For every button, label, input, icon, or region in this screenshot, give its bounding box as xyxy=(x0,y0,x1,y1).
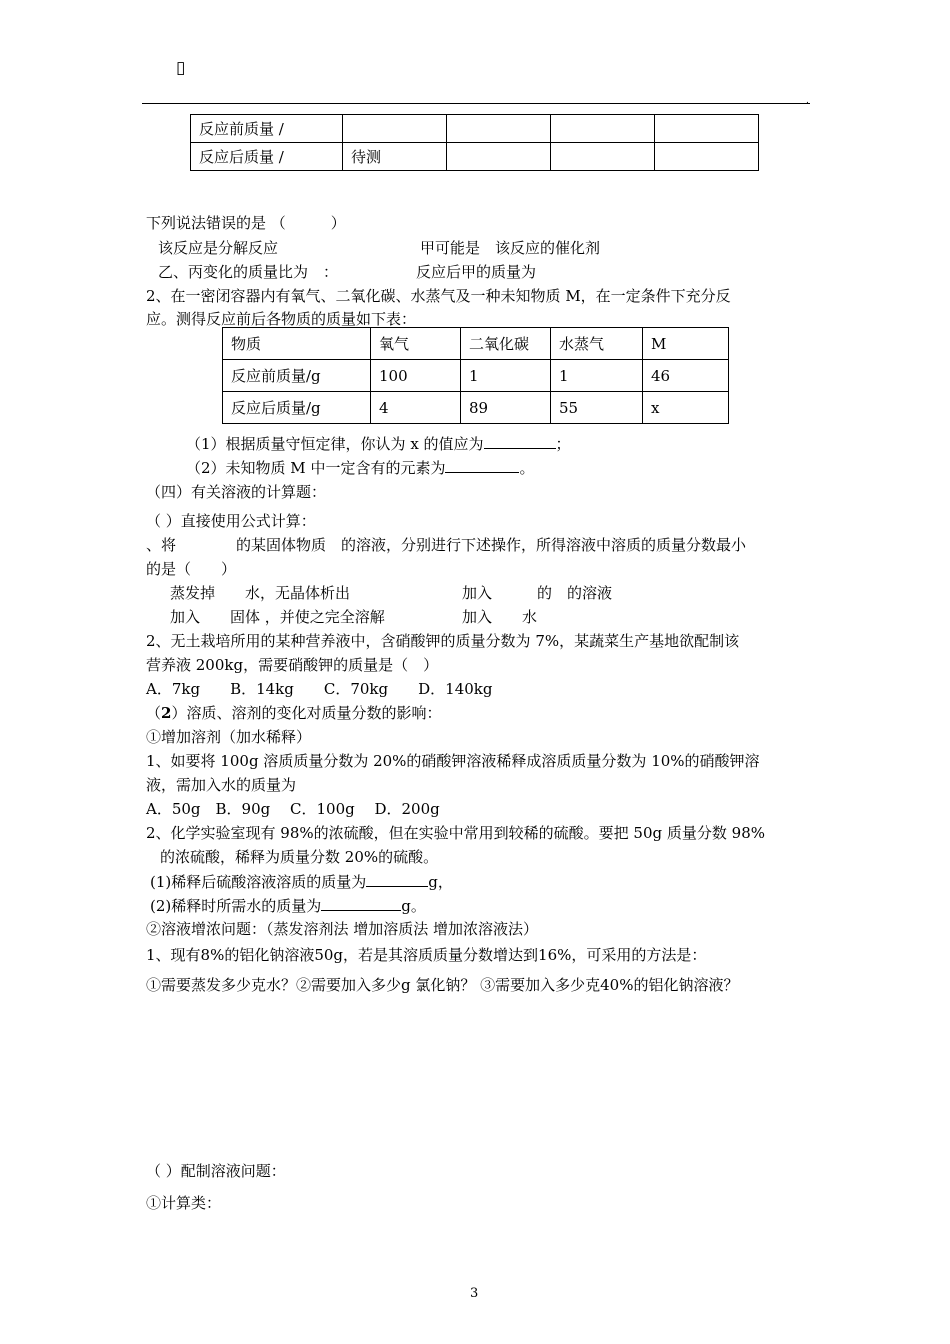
s4q1-option-d: 加入 水 xyxy=(462,608,538,626)
q2-line2: 应。测得反应前后各物质的质量如下表： xyxy=(146,310,417,328)
s4q1-option-a: 蒸发掉 水，无晶体析出 xyxy=(170,584,351,602)
s4q2-options: A．7kg B．14kg C．70kg D．140kg xyxy=(146,680,493,698)
table-cell: 1 xyxy=(461,360,551,392)
table-cell xyxy=(551,143,655,171)
table-header-cell: 物质 xyxy=(223,328,371,360)
mass-table xyxy=(222,327,729,424)
table-cell: 100 xyxy=(371,360,461,392)
conc-title: ②溶液增浓问题：（蒸发溶剂法 增加溶质法 增加浓溶液法） xyxy=(146,920,539,938)
d1-options: A．50g B．90g C．100g D．200g xyxy=(146,800,440,818)
s4q1-line1: 、将 的某固体物质 的溶液，分别进行下述操作，所得溶液中溶质的质量分数最小 xyxy=(146,536,747,554)
table-cell xyxy=(655,115,759,143)
page-number: 3 xyxy=(470,1286,479,1301)
q1-option-b: 甲可能是 该反应的催化剂 xyxy=(420,239,601,257)
section4-sub1: （ ）直接使用公式计算： xyxy=(146,512,316,530)
table-cell: 1 xyxy=(551,360,643,392)
table-cell-label: 反应后质量/g xyxy=(223,392,371,424)
table-cell: 55 xyxy=(551,392,643,424)
header-dot: . xyxy=(806,96,809,106)
table-cell xyxy=(343,115,447,143)
c1-line1: 1、现有8%的铝化钠溶液50g，若是其溶质质量分数增达到16%，可采用的方法是： xyxy=(146,946,707,964)
section4-title: （四）有关溶液的计算题： xyxy=(146,483,327,501)
table-cell: 待测 xyxy=(343,143,447,171)
header-rule xyxy=(142,103,810,104)
section4-sub3: （ ）配制溶液问题： xyxy=(146,1162,286,1180)
table-cell: 46 xyxy=(643,360,729,392)
q2-sub2 xyxy=(186,456,534,478)
q2-sub1 xyxy=(186,432,571,454)
d1-line1: 1、如要将 100g 溶质质量分数为 20%的硝酸钾溶液稀释成溶质质量分数为 10%的硝酸钾溶 xyxy=(146,752,760,770)
table-header-cell: M xyxy=(643,328,729,360)
q1-option-d: 反应后甲的质量为 xyxy=(416,263,537,281)
s4q1-option-b: 加入 的 的溶液 xyxy=(462,584,613,602)
q2-sub1-text: （1）根据质量守恒定律，你认为 x 的值应为 xyxy=(186,435,484,453)
d2-line2: 的浓硫酸，稀释为质量分数 20%的硫酸。 xyxy=(160,848,439,866)
q2-sub1-blank xyxy=(484,432,556,449)
d2-line1: 2、化学实验室现有 98%的浓硫酸，但在实验中常用到较稀的硫酸。要把 50g 质量分数 98% xyxy=(146,824,765,842)
table-cell-label: 反应后质量 / xyxy=(191,143,343,171)
table-cell-label: 反应前质量 / xyxy=(191,115,343,143)
table-header-cell: 氧气 xyxy=(371,328,461,360)
dilute-title: ①增加溶剂（加水稀释） xyxy=(146,728,312,746)
s4q2-line1: 2、无土栽培所用的某种营养液中，含硝酸钾的质量分数为 7%，某蔬菜生产基地欲配制该 xyxy=(146,632,740,650)
d2-sub1-text: (1)稀释后硫酸溶液溶质的质量为 xyxy=(150,873,367,891)
calc-title: ①计算类： xyxy=(146,1194,222,1212)
d2-sub1-blank xyxy=(366,870,428,887)
q2-sub2-text: （2）未知物质 M 中一定含有的元素为 xyxy=(186,459,446,477)
q2-line1: 2、在一密闭容器内有氧气、二氧化碳、水蒸气及一种未知物质 M，在一定条件下充分反 xyxy=(146,287,731,305)
table-cell-label: 反应前质量/g xyxy=(223,360,371,392)
header-mark-icon: ▯ xyxy=(176,58,186,78)
table-cell xyxy=(655,143,759,171)
table-header-cell: 二氧化碳 xyxy=(461,328,551,360)
d2-sub1-unit: g， xyxy=(428,873,453,891)
d2-sub2-unit: g。 xyxy=(401,897,426,915)
table-row xyxy=(191,143,759,171)
s4q1-option-c: 加入 固体 ，并使之完全溶解 xyxy=(170,608,385,626)
q1-option-c: 乙、丙变化的质量比为 ： xyxy=(158,263,339,281)
table-cell xyxy=(447,115,551,143)
s4q2-line2: 营养液 200kg，需要硝酸钾的质量是（ ） xyxy=(146,656,439,674)
d2-sub2-text: (2)稀释时所需水的质量为 xyxy=(150,897,322,915)
q2-sub2-end: 。 xyxy=(519,459,535,477)
table-row xyxy=(223,360,729,392)
reaction-table-continued xyxy=(190,114,759,171)
table-header-cell: 水蒸气 xyxy=(551,328,643,360)
section4-sub2 xyxy=(146,702,441,723)
q1-option-a: 该反应是分解反应 xyxy=(158,239,279,257)
table-cell: 4 xyxy=(371,392,461,424)
d1-line2: 液，需加入水的质量为 xyxy=(146,776,297,794)
q2-sub2-blank xyxy=(445,456,519,473)
q2-sub1-end: ； xyxy=(555,435,571,453)
d2-sub1 xyxy=(150,870,453,892)
s4q1-line2: 的是（ ） xyxy=(146,560,237,578)
d2-sub2 xyxy=(150,894,426,916)
table-cell xyxy=(447,143,551,171)
table-row xyxy=(191,115,759,143)
table-cell: x xyxy=(643,392,729,424)
c1-line2: ①需要蒸发多少克水？②需要加入多少g 氯化钠？ ③需要加入多少克40%的铝化钠溶液？ xyxy=(146,976,739,994)
q1-stem: 下列说法错误的是 （ ） xyxy=(146,214,346,232)
sub2-number: 2 xyxy=(161,704,172,722)
sub2-text: ）溶质、溶剂的变化对质量分数的影响： xyxy=(171,704,442,722)
table-cell xyxy=(551,115,655,143)
table-row xyxy=(223,392,729,424)
d2-sub2-blank xyxy=(321,894,401,911)
table-cell: 89 xyxy=(461,392,551,424)
table-header-row xyxy=(223,328,729,360)
sub2-open: （ xyxy=(146,704,162,722)
